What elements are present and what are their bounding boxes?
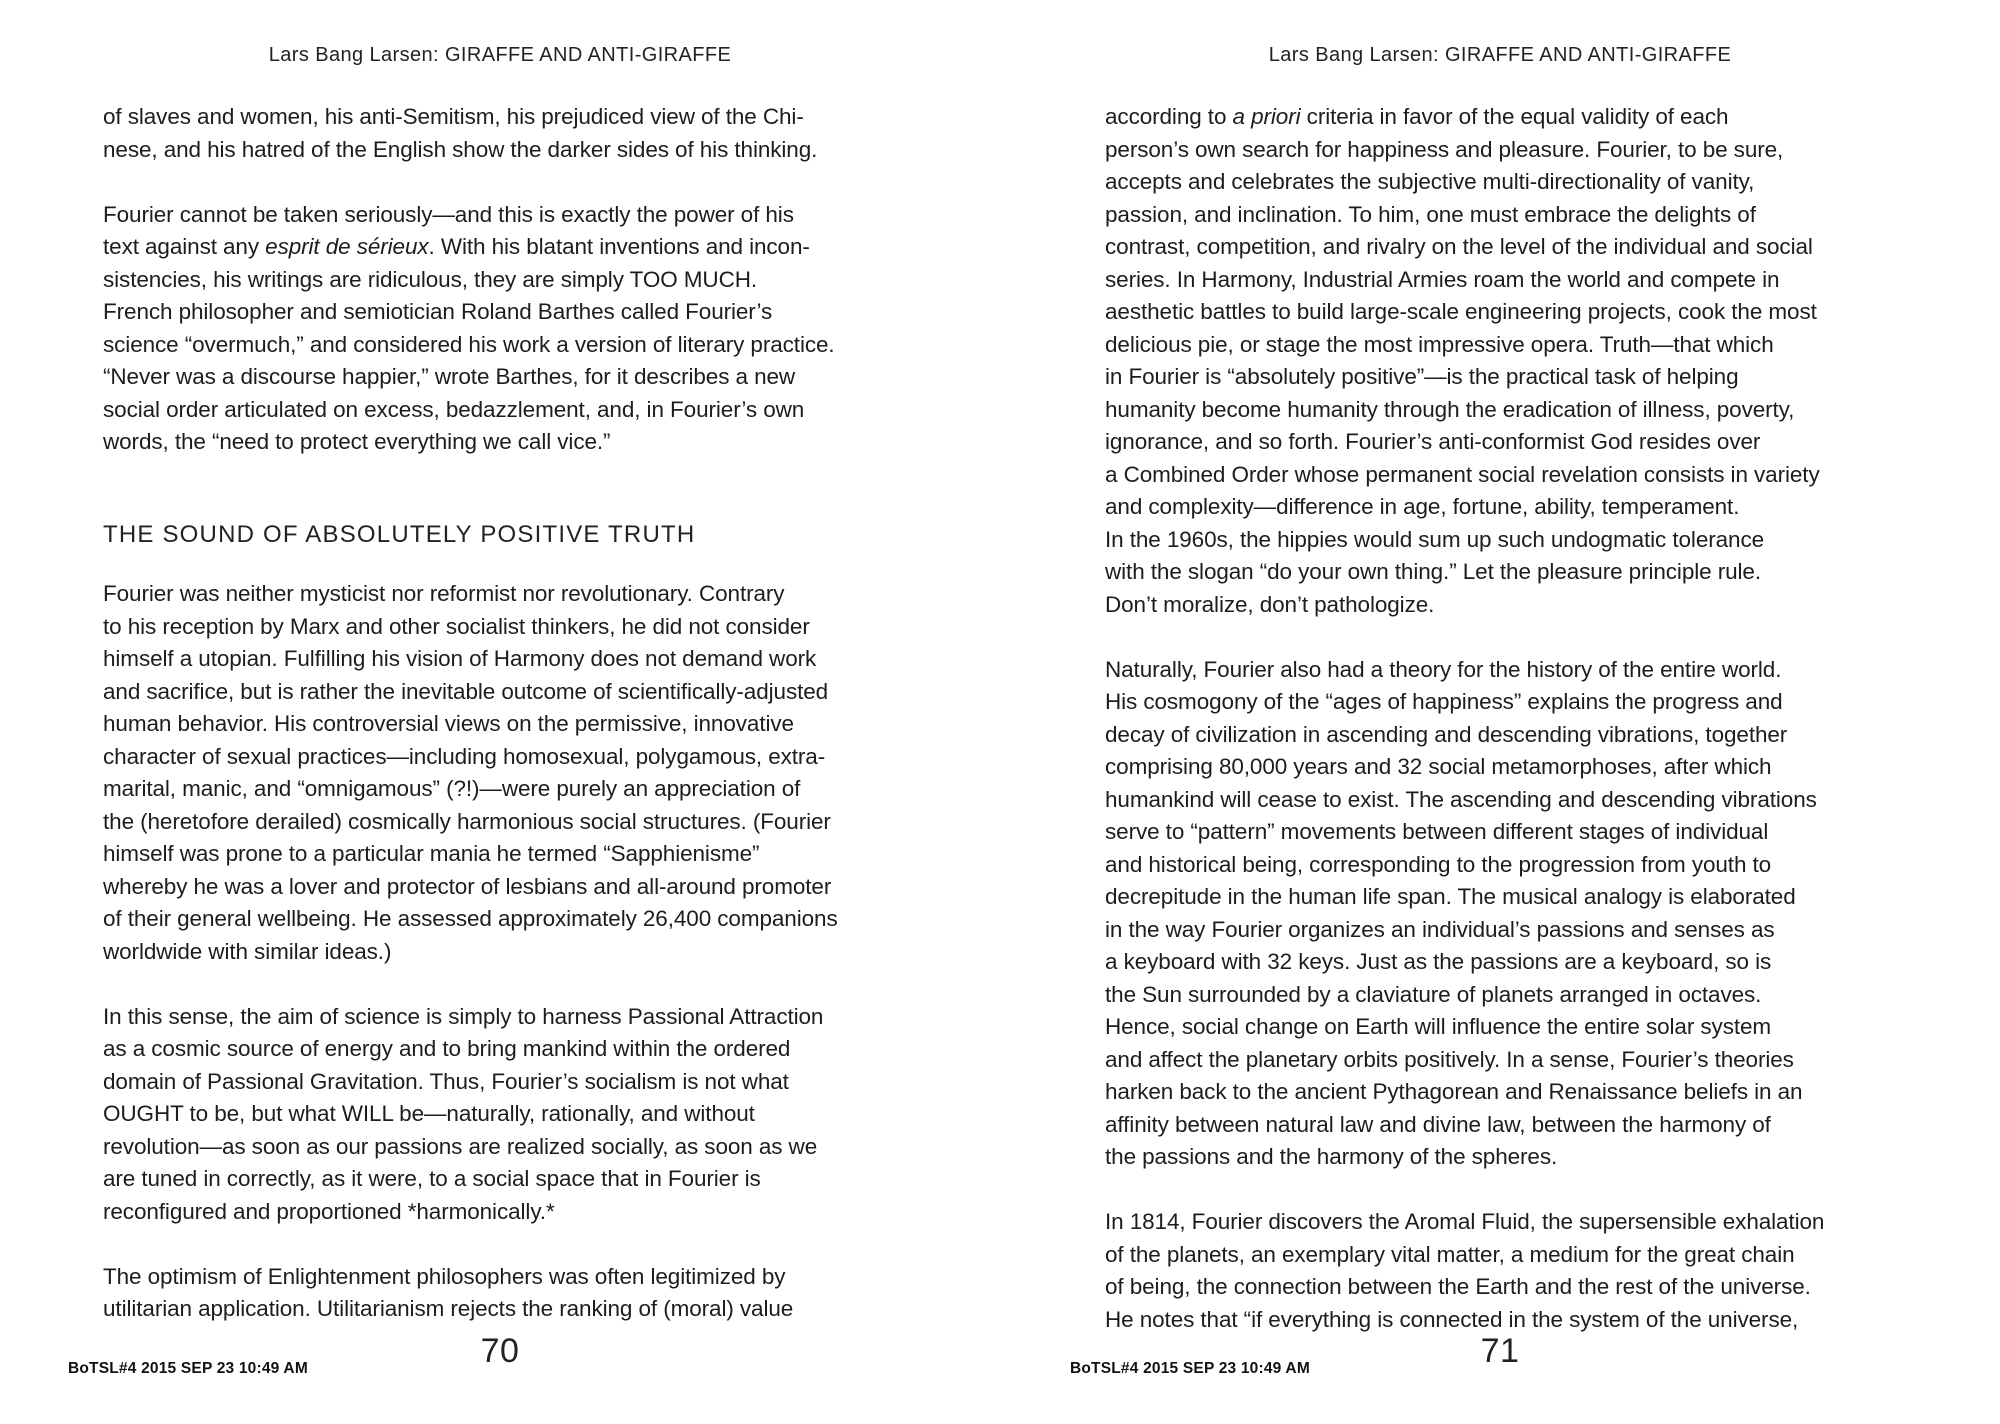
page-number: 71: [1480, 1332, 1520, 1370]
text-line: of their general wellbeing. He assessed approximately 26,400 companions: [103, 906, 838, 931]
text-line: science “overmuch,” and considered his work a version of literary practice.: [103, 331, 835, 357]
text-column-right: [1105, 101, 1965, 1336]
text-line: “Never was a discourse happier,” wrote Barthes, for it describes a new: [103, 364, 796, 389]
paragraph: [103, 1001, 963, 1229]
running-header: Lars Bang Larsen: GIRAFFE AND ANTI-GIRAFFE: [1268, 44, 1732, 66]
text-segment: according to: [1105, 104, 1233, 129]
text-line: himself a utopian. Fulfilling his vision of Harmony does not demand work: [103, 646, 817, 671]
text-segment: criteria in favor of the equal validity of each: [1300, 104, 1729, 129]
text-line: The optimism of Enlightenment philosophers was often legitimized by: [103, 1263, 786, 1289]
text-line: domain of Passional Gravitation. Thus, Fourier’s socialism is not what: [103, 1068, 789, 1094]
text-line: in the way Fourier organizes an individual’s passions and senses as: [1105, 916, 1775, 942]
text-line: of being, the connection between the Earth and the rest of the universe.: [1105, 1274, 1811, 1299]
text-line: In the 1960s, the hippies would sum up such undogmatic tolerance: [1105, 526, 1765, 552]
page-number: 70: [480, 1332, 520, 1370]
text-line: Fourier was neither mysticist nor reformist nor revolutionary. Contrary: [103, 581, 785, 606]
text-line: of slaves and women, his anti-Semitism, his prejudiced view of the Chi-: [103, 104, 804, 129]
paragraph: [103, 101, 963, 166]
text-line: French philosopher and semiotician Roland Barthes called Fourier’s: [103, 299, 773, 324]
text-line: accepts and celebrates the subjective multi-directionality of vanity,: [1105, 169, 1755, 194]
text-line: delicious pie, or stage the most impressive opera. Truth—that which: [1105, 331, 1774, 357]
text-line: His cosmogony of the “ages of happiness” explains the progress and: [1105, 689, 1783, 714]
text-line: affinity between natural law and divine law, between the harmony of: [1105, 1111, 1771, 1137]
text-line: nese, and his hatred of the English show the darker sides of his thinking.: [103, 136, 818, 162]
text-line: himself was prone to a particular mania he termed “Sapphienisme”: [103, 841, 760, 866]
text-line: decay of civilization in ascending and descending vibrations, together: [1105, 721, 1788, 747]
text-line: social order articulated on excess, bedazzlement, and, in Fourier’s own: [103, 396, 805, 422]
text-line: In this sense, the aim of science is simply to harness Passional Attraction: [103, 1003, 824, 1029]
text-line: as a cosmic source of energy and to bring mankind within the ordered: [103, 1036, 791, 1061]
footer-imprint: BoTSL#4 2015 SEP 23 10:49 AM: [1070, 1360, 1310, 1377]
text-segment: text against any: [103, 234, 266, 259]
text-line: OUGHT to be, but what WILL be—naturally, rationally, and without: [103, 1101, 755, 1126]
paragraph: [1105, 1206, 1965, 1336]
text-line: revolution—as soon as our passions are realized socially, as soon as we: [103, 1133, 818, 1159]
text-line: series. In Harmony, Industrial Armies roam the world and compete in: [1105, 266, 1780, 292]
text-line: He notes that “if everything is connected in the system of the universe,: [1105, 1306, 1799, 1332]
text-line: comprising 80,000 years and 32 social metamorphoses, after which: [1105, 754, 1772, 779]
text-line: a Combined Order whose permanent social revelation consists in variety: [1105, 461, 1820, 487]
text-line: aesthetic battles to build large-scale engineering projects, cook the most: [1105, 299, 1817, 324]
text-line: worldwide with similar ideas.): [103, 938, 392, 964]
text-line: and historical being, corresponding to the progression from youth to: [1105, 851, 1772, 877]
text-line: of the planets, an exemplary vital matter, a medium for the great chain: [1105, 1241, 1795, 1267]
text-line: In 1814, Fourier discovers the Aromal Fluid, the supersensible exhalation: [1105, 1209, 1825, 1234]
text-column-left: [103, 101, 963, 1326]
text-line: passion, and inclination. To him, one must embrace the delights of: [1105, 201, 1756, 227]
text-line: contrast, competition, and rivalry on the level of the individual and social: [1105, 234, 1813, 259]
text-segment: . With his blatant inventions and incon-: [428, 234, 810, 259]
text-line: character of sexual practices—including homosexual, polygamous, extra-: [103, 743, 826, 769]
section-heading: THE SOUND OF ABSOLUTELY POSITIVE TRUTH: [103, 520, 696, 548]
footer-imprint: BoTSL#4 2015 SEP 23 10:49 AM: [68, 1360, 308, 1377]
text-line: and affect the planetary orbits positively. In a sense, Fourier’s theories: [1105, 1046, 1794, 1072]
text-line: serve to “pattern” movements between different stages of individual: [1105, 819, 1769, 844]
italic-text: esprit de sérieux: [265, 234, 429, 259]
text-line: and sacrifice, but is rather the inevitable outcome of scientifically-adjusted: [103, 678, 829, 704]
text-line: marital, manic, and “omnigamous” (?!)—were purely an appreciation of: [103, 776, 801, 801]
page-right: [1000, 0, 2000, 1424]
paragraph: [1105, 101, 1965, 621]
text-line: in Fourier is “absolutely positive”—is the practical task of helping: [1105, 364, 1739, 389]
text-line: [1105, 101, 1965, 134]
text-line: decrepitude in the human life span. The musical analogy is elaborated: [1105, 884, 1796, 909]
text-line: Naturally, Fourier also had a theory for the history of the entire world.: [1105, 656, 1782, 682]
text-line: utilitarian application. Utilitarianism rejects the ranking of (moral) value: [103, 1296, 794, 1321]
text-line: words, the “need to protect everything we call vice.”: [103, 429, 611, 454]
paragraph: [103, 578, 963, 968]
text-line: person’s own search for happiness and pleasure. Fourier, to be sure,: [1105, 136, 1784, 162]
text-line: humanity become humanity through the eradication of illness, poverty,: [1105, 396, 1795, 422]
text-line: harken back to the ancient Pythagorean and Renaissance beliefs in an: [1105, 1079, 1803, 1104]
text-line: ignorance, and so forth. Fourier’s anti-conformist God resides over: [1105, 429, 1761, 454]
text-line: a keyboard with 32 keys. Just as the passions are a keyboard, so is: [1105, 949, 1772, 974]
text-line: whereby he was a lover and protector of lesbians and all-around promoter: [103, 873, 832, 899]
paragraph: [103, 199, 963, 459]
text-line: reconfigured and proportioned *harmonically.*: [103, 1198, 555, 1224]
text-line: human behavior. His controversial views on the permissive, innovative: [103, 711, 794, 736]
running-header: Lars Bang Larsen: GIRAFFE AND ANTI-GIRAFFE: [268, 44, 732, 66]
text-line: the (heretofore derailed) cosmically harmonious social structures. (Fourier: [103, 808, 831, 834]
text-line: Fourier cannot be taken seriously—and this is exactly the power of his: [103, 201, 794, 227]
text-line: the Sun surrounded by a claviature of planets arranged in octaves.: [1105, 981, 1762, 1007]
text-line: the passions and the harmony of the spheres.: [1105, 1144, 1558, 1169]
paragraph: [1105, 654, 1965, 1174]
text-line: [103, 231, 963, 264]
text-line: are tuned in correctly, as it were, to a social space that in Fourier is: [103, 1166, 761, 1191]
italic-text: a priori: [1232, 104, 1301, 129]
text-line: humankind will cease to exist. The ascending and descending vibrations: [1105, 786, 1817, 812]
text-line: sistencies, his writings are ridiculous, they are simply TOO MUCH.: [103, 266, 758, 292]
text-line: to his reception by Marx and other socialist thinkers, he did not consider: [103, 613, 810, 639]
text-line: and complexity—difference in age, fortune, ability, temperament.: [1105, 494, 1740, 519]
text-line: with the slogan “do your own thing.” Let the pleasure principle rule.: [1105, 559, 1761, 584]
text-line: Hence, social change on Earth will influence the entire solar system: [1105, 1014, 1772, 1039]
text-line: Don’t moralize, don’t pathologize.: [1105, 591, 1435, 617]
paragraph: [103, 1261, 963, 1326]
